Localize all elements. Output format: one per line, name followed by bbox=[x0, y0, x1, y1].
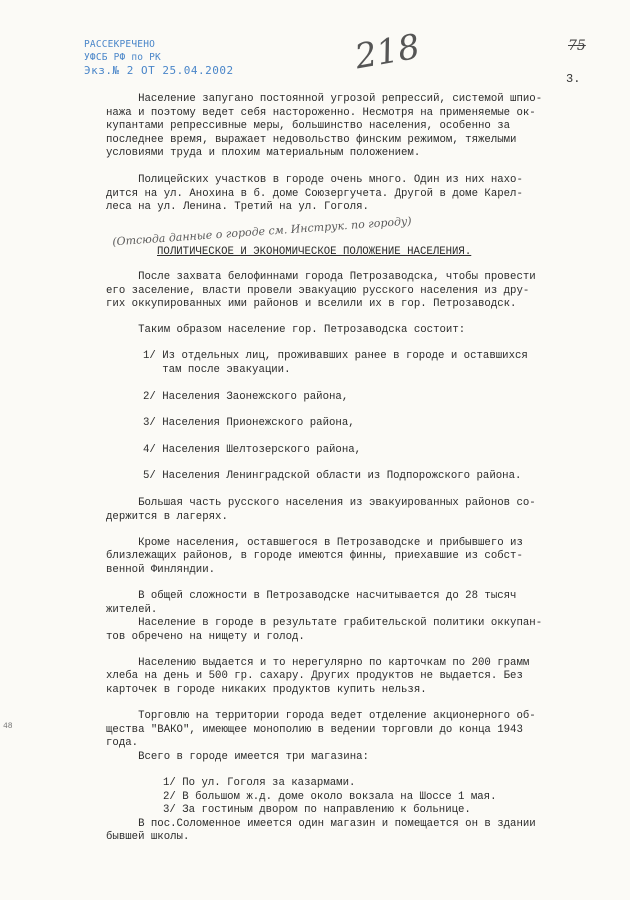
paragraph: После захвата белофиннами города Петрозаводска, чтобы провести его заселение, власти провели эвакуацию русского населения из дру- гих оккупированных ими районов и вселили их в гор. Петрозаводск. bbox=[106, 271, 536, 311]
paragraph: В пос.Соломенное имеется один магазин и помещается он в здании бывшей школы. bbox=[106, 817, 536, 844]
old-page-number: 75 bbox=[568, 38, 586, 54]
list-item: 3/ Населения Прионежского района, bbox=[143, 417, 355, 430]
paragraph: Население запугано постоянной угрозой репрессий, системой шпио- нажа и поэтому ведет себя настороженно. Несмотря на применяемые ок- купантами репрессивные меры, большинство населения, особенно за последнее время, выражает недовольство финским режимом, тяжелыми условиями труда и плохим материальным положением. bbox=[106, 93, 543, 160]
list-item: 1/ По ул. Гоголя за казармами. bbox=[163, 776, 356, 789]
intro-text bbox=[106, 93, 611, 228]
list-item: 4/ Населения Шелтозерского района, bbox=[143, 443, 362, 456]
list-item: 3/ За гостиным двором по направлению к больнице. bbox=[163, 804, 471, 817]
list-item: 1/ Из отдельных лиц, проживавших ранее в городе и оставшихся там после эвакуации. bbox=[143, 350, 528, 376]
body-text bbox=[106, 271, 611, 857]
stamp-line-2: УФСБ РФ по РК bbox=[84, 52, 161, 63]
handwritten-note: (Отсюда данные о городе см. Инструк. по городу) bbox=[111, 214, 413, 249]
paragraph: Большая часть русского населения из эвакуированных районов со- держится в лагерях. bbox=[106, 496, 536, 523]
margin-mark: 48 bbox=[3, 722, 13, 731]
archive-number: 218 bbox=[352, 26, 423, 78]
page-number: 3. bbox=[566, 72, 581, 86]
list-item: 2/ Населения Заонежского района, bbox=[143, 390, 349, 403]
list-item: 2/ В большом ж.д. доме около вокзала на Шоссе 1 мая. bbox=[163, 790, 497, 803]
paragraph: В общей сложности в Петрозаводске насчитывается до 28 тысяч жителей. Население в городе в результате грабительской политики оккупан- тов обречено на нищету и голод. bbox=[106, 589, 543, 643]
stamp-line-1: РАССЕКРЕЧЕНО bbox=[84, 39, 156, 50]
declassification-stamp bbox=[84, 38, 234, 77]
paragraph: Торговлю на территории города ведет отделение акционерного об- щества "ВАКО", имеющее монополию в ведении торговли до конца 1943 года. Всего в городе имеется три магазина: bbox=[106, 710, 536, 763]
paragraph: Кроме населения, оставшегося в Петрозаводске и прибывшего из близлежащих районов, в городе имеются финны, приехавшие из собст- венной Финляндии. bbox=[106, 536, 523, 576]
paragraph: Таким образом население гор. Петрозаводска состоит: bbox=[106, 324, 466, 337]
section-heading: ПОЛИТИЧЕСКОЕ И ЭКОНОМИЧЕСКОЕ ПОЛОЖЕНИЕ НАСЕЛЕНИЯ. bbox=[157, 246, 472, 258]
list-item: 5/ Населения Ленинградской области из Подпорожского района. bbox=[143, 470, 522, 483]
stamp-line-3: Экз.№ 2 ОТ 25.04.2002 bbox=[84, 64, 234, 77]
paragraph: Полицейских участков в городе очень много. Один из них нахо- дится на ул. Анохина в б. доме Союзергучета. Другой в доме Карел- леса на ул. Ленина. Третий на ул. Гоголя. bbox=[106, 173, 523, 214]
paragraph: Населению выдается и то нерегулярно по карточкам по 200 грамм хлеба на день и 500 гр. сахару. Других продуктов не выдается. Без карточек в городе никаких продуктов купить нельзя. bbox=[106, 656, 530, 696]
